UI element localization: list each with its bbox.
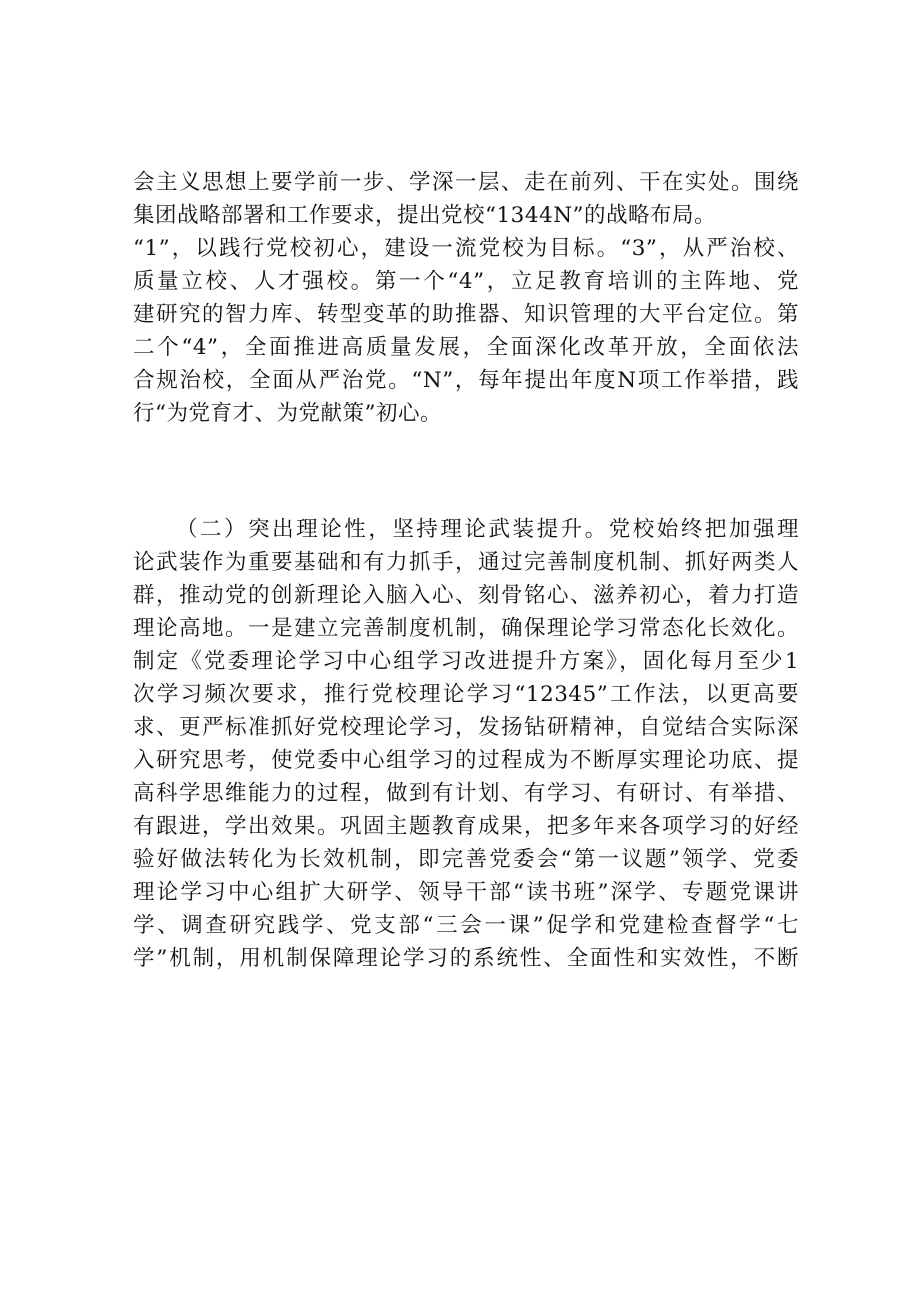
text-line: 会主义思想上要学前一步、学深一层、走在前列、干在实处。围绕 — [133, 170, 799, 195]
text-line: 高科学思维能力的过程，做到有计划、有学习、有研讨、有举措、 — [133, 781, 799, 806]
text-line: 群，推动党的创新理论入脑入心、刻骨铭心、滋养初心，着力打造 — [133, 583, 799, 608]
text-line: 求、更严标准抓好党校理论学习，发扬钻研精神，自觉结合实际深 — [133, 715, 799, 740]
text-line: 合规治校，全面从严治党。“N”，每年提出年度N项工作举措，践 — [133, 368, 799, 393]
text-line: 学、调查研究践学、党支部“三会一课”促学和党建检查督学“七 — [133, 913, 799, 938]
text-line: 论武装作为重要基础和有力抓手，通过完善制度机制、抓好两类人 — [133, 550, 799, 575]
text-line: 次学习频次要求，推行党校理论学习“12345”工作法，以更高要 — [133, 682, 799, 707]
text-line: 理论高地。一是建立完善制度机制，确保理论学习常态化长效化。 — [133, 616, 799, 641]
text-line: 验好做法转化为长效机制，即完善党委会“第一议题”领学、党委 — [133, 847, 799, 872]
text-line: 制定《党委理论学习中心组学习改进提升方案》，固化每月至少1 — [133, 649, 799, 674]
text-line: “1”，以践行党校初心，建设一流党校为目标。“3”，从严治校、 — [133, 236, 799, 261]
paragraph-theory-armament — [133, 513, 799, 975]
text-line: 建研究的智力库、转型变革的助推器、知识管理的大平台定位。第 — [133, 302, 799, 327]
text-line: 有跟进，学出效果。巩固主题教育成果，把多年来各项学习的好经 — [133, 814, 799, 839]
text-line: 行“为党育才、为党献策”初心。 — [133, 401, 442, 426]
text-line: （二）突出理论性，坚持理论武装提升。党校始终把加强理 — [176, 517, 799, 542]
text-line: 学”机制，用机制保障理论学习的系统性、全面性和实效性，不断 — [133, 946, 799, 971]
text-line: 理论学习中心组扩大研学、领导干部“读书班”深学、专题党课讲 — [133, 880, 799, 905]
text-line: 二个“4”，全面推进高质量发展，全面深化改革开放，全面依法 — [133, 335, 799, 360]
paragraph-strategy-layout — [133, 166, 799, 430]
text-line: 入研究思考，使党委中心组学习的过程成为不断厚实理论功底、提 — [133, 748, 799, 773]
text-line: 集团战略部署和工作要求，提出党校“1344N”的战略布局。 — [133, 203, 717, 228]
text-line: 质量立校、人才强校。第一个“4”，立足教育培训的主阵地、党 — [133, 269, 799, 294]
